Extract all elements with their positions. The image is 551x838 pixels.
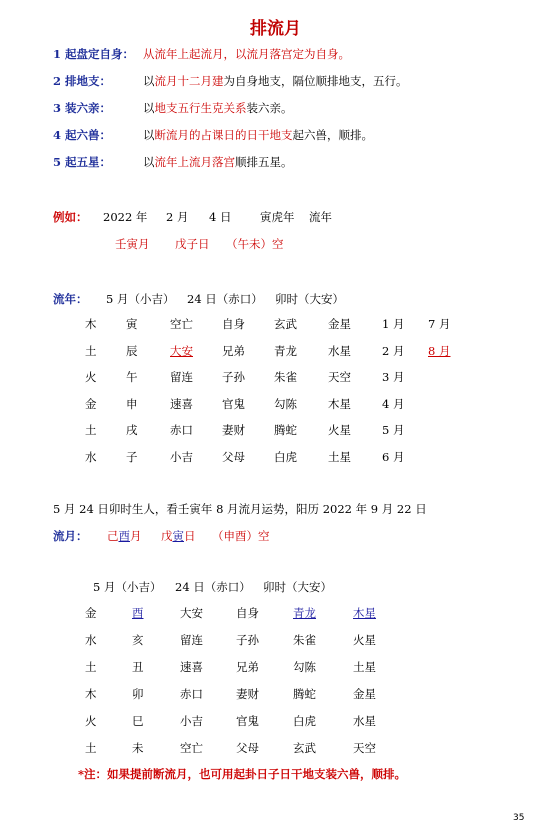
liunian-cell: 朱雀: [274, 370, 297, 384]
liuyue-cell: 赤口: [180, 687, 203, 701]
liunian-cell: 土星: [328, 449, 351, 464]
liuyue-cell: 水: [85, 633, 97, 647]
example-ganzhi-year: 寅虎年: [260, 210, 295, 224]
rule-text: [143, 127, 373, 143]
liunian-cell: 大安: [170, 343, 193, 358]
liuyue-cell: 父母: [236, 741, 259, 755]
liunian-cell: 速喜: [170, 396, 193, 411]
liunian-cell: 火: [85, 370, 97, 384]
liuyue-cell: 木星: [353, 606, 376, 620]
footnote: *注：如果提前断流月，也可用起卦日子日干地支装六兽，顺排。: [78, 767, 407, 781]
liuyue-cell: 玄武: [293, 741, 316, 755]
example-kong: （午未）空: [226, 237, 284, 251]
liuyue-cell: 水星: [353, 714, 376, 728]
liuyue-cell: 木: [85, 687, 97, 701]
liuyue-cell: 未: [132, 741, 144, 755]
liuyue-cell: 朱雀: [293, 633, 316, 647]
liuyue-header-hour: 卯时（大安）: [263, 580, 332, 594]
liuyue-cell: 金: [85, 606, 97, 620]
example-month-ganzhi: 壬寅月: [115, 237, 150, 251]
rule-text: [143, 154, 293, 170]
rule-text: [143, 46, 350, 62]
liunian-cell: 天空: [328, 370, 351, 384]
liunian-cell: 午: [126, 370, 138, 384]
liuyue-cell: 丑: [132, 660, 144, 674]
liunian-header-month: 5 月（小吉）: [106, 292, 175, 306]
liunian-cell: 留连: [170, 370, 193, 384]
liunian-cell: 子: [126, 449, 138, 464]
liuyue-cell: 兄弟: [236, 660, 259, 674]
liuyue-header-day: 24 日（赤口）: [175, 580, 251, 594]
liunian-cell: 土: [85, 423, 97, 437]
rule-label: 1 起盘定自身：: [53, 47, 135, 61]
liuyue-cell: 土: [85, 660, 97, 674]
liunian-cell: 3 月: [382, 370, 405, 384]
example-month: 2 月: [166, 210, 189, 224]
liunian-cell: 小吉: [170, 449, 193, 464]
liunian-cell: 戌: [126, 423, 138, 437]
liuyue-month: 己酉月: [107, 529, 142, 543]
rule-text-segment: 装六亲。: [246, 101, 293, 115]
liunian-cell: 腾蛇: [274, 423, 297, 437]
rule-text-segment: 起六兽，顺排。: [292, 128, 373, 142]
rule-text-segment: 以: [143, 74, 155, 88]
liunian-cell: 勾陈: [274, 396, 297, 411]
rule-label: 2 排地支：: [53, 74, 112, 88]
liuyue-cell: 速喜: [180, 660, 203, 674]
liuyue-cell: 亥: [132, 633, 144, 647]
liunian-cell: 辰: [126, 343, 138, 358]
liunian-label: 流年：: [53, 292, 88, 306]
rule-text-segment: 流年上流月落宫: [154, 155, 235, 169]
rule-text: [143, 100, 293, 116]
liunian-cell: 官鬼: [222, 396, 245, 411]
liunian-cell: 申: [126, 396, 138, 411]
liunian-cell: 寅: [126, 317, 138, 331]
liuyue-kong: （申酉）空: [212, 529, 270, 543]
rule-text-segment: 断流月的占课日的日干地支: [154, 128, 293, 142]
liunian-cell: 火星: [328, 423, 351, 437]
liunian-header-hour: 卯时（大安）: [275, 292, 344, 306]
liuyue-cell: 官鬼: [236, 714, 259, 728]
liuyue-day: 戊寅日: [161, 529, 196, 543]
rule-text-segment: 以: [143, 101, 155, 115]
rule-text-segment: 从流年上起流月，以流月落宫定为自身。: [143, 47, 350, 61]
liunian-cell: 8 月: [428, 343, 451, 358]
birth-note: 5 月 24 日卯时生人，看壬寅年 8 月流月运势，阳历 2022 年 9 月 22 日: [53, 502, 427, 516]
rule-text-segment: 地支五行生克关系: [154, 101, 247, 115]
liunian-cell: 妻财: [222, 423, 245, 437]
liunian-cell: 自身: [222, 317, 245, 331]
liuyue-cell: 空亡: [180, 741, 203, 755]
liuyue-cell: 自身: [236, 606, 259, 620]
liuyue-cell: 勾陈: [293, 660, 316, 674]
rule-text: [143, 73, 408, 89]
liunian-header-day: 24 日（赤口）: [187, 292, 263, 306]
liunian-cell: 白虎: [274, 449, 297, 464]
liunian-cell: 父母: [222, 449, 245, 464]
liunian-cell: 木星: [328, 396, 351, 411]
liunian-cell: 玄武: [274, 317, 297, 331]
liuyue-cell: 大安: [180, 606, 203, 620]
liunian-cell: 兄弟: [222, 343, 245, 358]
liunian-cell: 5 月: [382, 423, 405, 437]
liunian-cell: 赤口: [170, 423, 193, 437]
liunian-cell: 金: [85, 396, 97, 411]
liunian-cell: 1 月: [382, 317, 405, 331]
liunian-cell: 2 月: [382, 343, 405, 358]
example-day-ganzhi: 戊子日: [175, 237, 210, 251]
liuyue-cell: 火星: [353, 633, 376, 647]
liunian-cell: 青龙: [274, 343, 297, 358]
liunian-cell: 水: [85, 449, 97, 464]
rule-text-segment: 流月十二月建: [154, 74, 224, 88]
liuyue-cell: 妻财: [236, 687, 259, 701]
example-liunian: 流年: [309, 210, 332, 224]
liuyue-cell: 火: [85, 714, 97, 728]
rule-label: 3 装六亲：: [53, 101, 112, 115]
liuyue-cell: 酉: [132, 606, 144, 620]
liuyue-cell: 留连: [180, 633, 203, 647]
rule-label: 5 起五星：: [53, 155, 112, 169]
liuyue-cell: 土: [85, 741, 97, 755]
rule-text-segment: 为自身地支，隔位顺排地支，五行。: [223, 74, 408, 88]
page-title: 排流月: [250, 19, 301, 39]
liunian-cell: 6 月: [382, 449, 405, 464]
liuyue-cell: 腾蛇: [293, 687, 316, 701]
liunian-cell: 水星: [328, 343, 351, 358]
rule-text-segment: 顺排五星。: [235, 155, 293, 169]
example-year: 2022 年: [103, 210, 148, 224]
liuyue-cell: 青龙: [293, 606, 316, 620]
rule-text-segment: 以: [143, 128, 155, 142]
example-day: 4 日: [209, 210, 232, 224]
liunian-cell: 土: [85, 343, 97, 358]
liuyue-cell: 金星: [353, 687, 376, 701]
liunian-cell: 7 月: [428, 317, 451, 331]
liuyue-cell: 小吉: [180, 714, 203, 728]
rule-label: 4 起六兽：: [53, 128, 112, 142]
liuyue-label: 流月：: [53, 529, 88, 543]
liuyue-cell: 卯: [132, 687, 144, 701]
liunian-cell: 子孙: [222, 370, 245, 384]
liunian-cell: 木: [85, 317, 97, 331]
liunian-cell: 空亡: [170, 317, 193, 331]
liuyue-cell: 巳: [132, 714, 144, 728]
liuyue-cell: 土星: [353, 660, 376, 674]
liuyue-cell: 天空: [353, 741, 376, 755]
liuyue-header-month: 5 月（小吉）: [93, 580, 162, 594]
liuyue-cell: 白虎: [293, 714, 316, 728]
rule-text-segment: 以: [143, 155, 155, 169]
liunian-cell: 金星: [328, 317, 351, 331]
liuyue-cell: 子孙: [236, 633, 259, 647]
example-label: 例如：: [53, 210, 88, 224]
liunian-cell: 4 月: [382, 396, 405, 411]
page-number: 35: [513, 813, 525, 823]
